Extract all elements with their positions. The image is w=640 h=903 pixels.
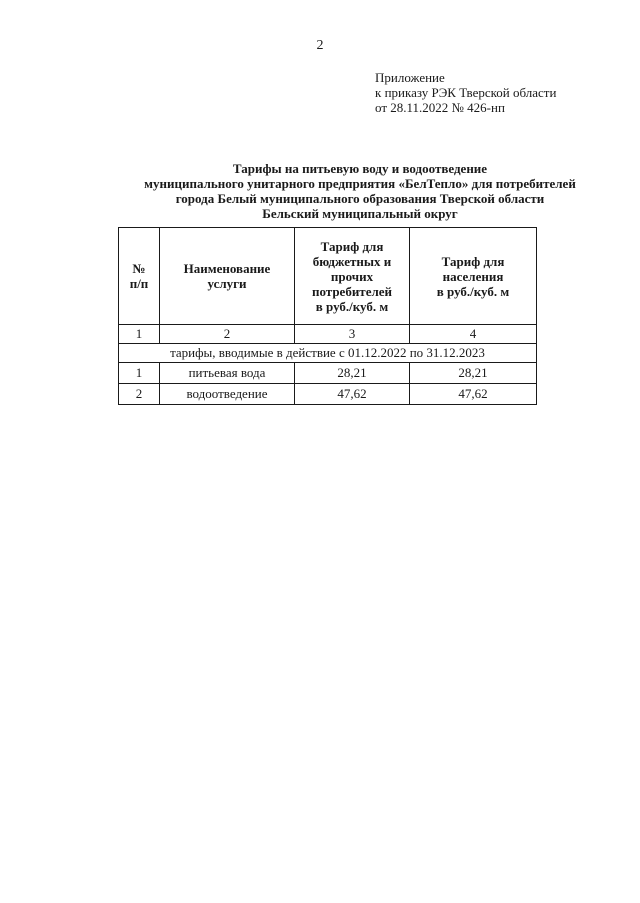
period-text: тарифы, вводимые в действие с 01.12.2022 по 31.12.2023: [119, 344, 537, 363]
title-line: Тарифы на питьевую воду и водоотведение: [232, 161, 488, 176]
row-service: водоотведение: [160, 384, 295, 405]
period-row: [119, 344, 537, 363]
column-number: 1: [119, 325, 160, 344]
table-row: [119, 384, 537, 405]
row-number: 1: [119, 363, 160, 384]
row-number: 2: [119, 384, 160, 405]
header-service-name: Наименование услуги: [160, 228, 295, 325]
title-line: муниципального унитарного предприятия «БелТепло» для потребителей: [144, 176, 576, 191]
column-number: 2: [160, 325, 295, 344]
header-number: № п/п: [119, 228, 160, 325]
column-number: 4: [410, 325, 537, 344]
appendix-block: [375, 70, 556, 115]
header-population-tariff: Тариф для населения в руб./куб. м: [410, 228, 537, 325]
header-budget-tariff: Тариф для бюджетных и прочих потребителей в руб./куб. м: [295, 228, 410, 325]
row-population-tariff: 28,21: [410, 363, 537, 384]
row-budget-tariff: 28,21: [295, 363, 410, 384]
appendix-line: от 28.11.2022 № 426-нп: [375, 100, 505, 115]
column-number: 3: [295, 325, 410, 344]
title-line: Бельский муниципальный округ: [262, 206, 458, 221]
row-service: питьевая вода: [160, 363, 295, 384]
table-row: [119, 363, 537, 384]
table-header-row: [119, 228, 537, 325]
document-title: [100, 161, 620, 221]
title-line: города Белый муниципального образования Тверской области: [175, 191, 545, 206]
row-budget-tariff: 47,62: [295, 384, 410, 405]
page-number: 2: [316, 38, 324, 53]
appendix-line: к приказу РЭК Тверской области: [375, 85, 557, 100]
row-population-tariff: 47,62: [410, 384, 537, 405]
appendix-line: Приложение: [375, 70, 445, 85]
column-number-row: [119, 325, 537, 344]
tariff-table: [118, 227, 537, 405]
